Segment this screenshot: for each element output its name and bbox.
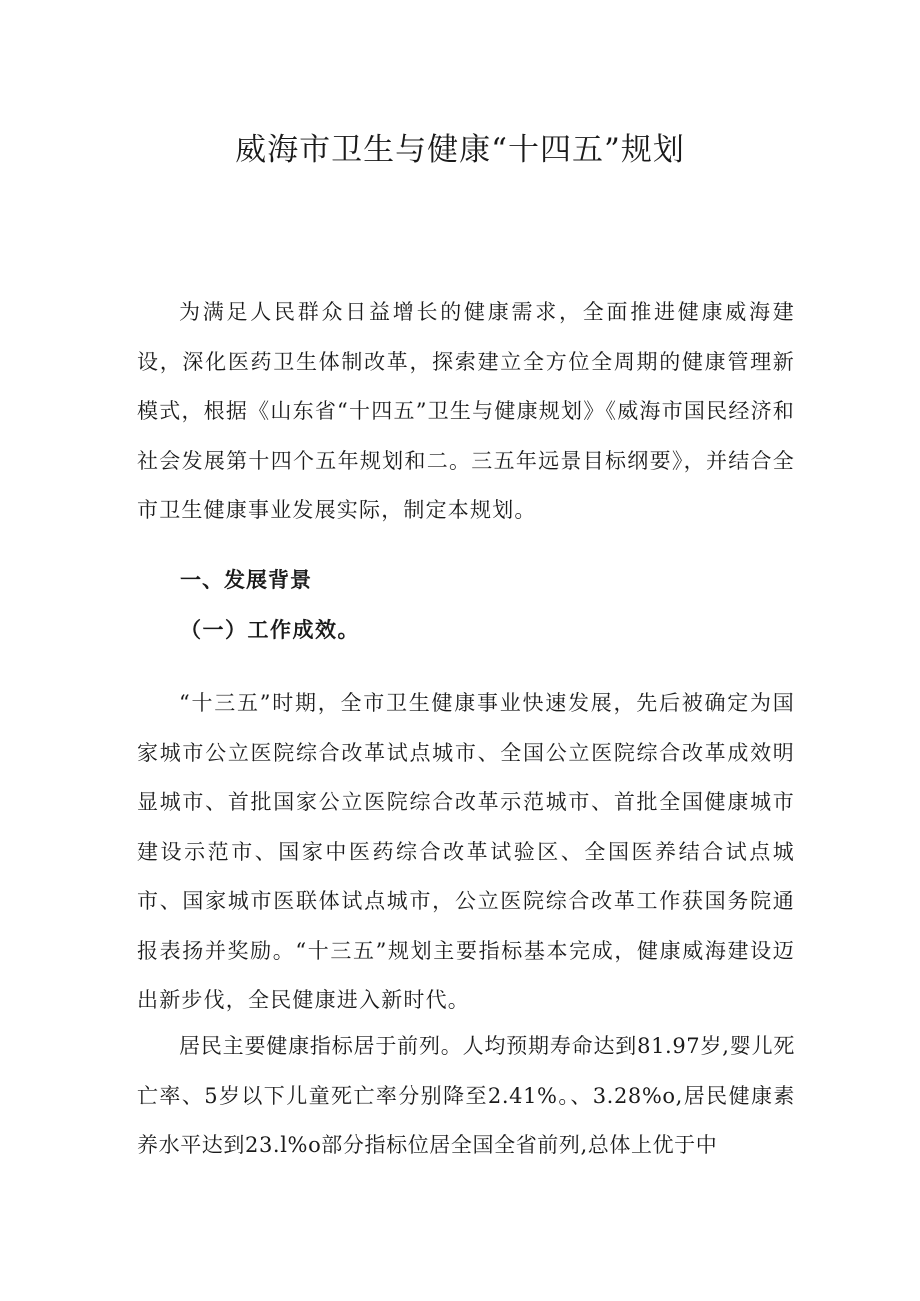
- document-title: 威海市卫生与健康“十四五”规划: [235, 132, 685, 168]
- intro-paragraph: 为满足人民群众日益增长的健康需求，全面推进健康威海建设，深化医药卫生体制改革，探索建立全方位全周期的健康管理新模式，根据《山东省“十四五”卫生与健康规划》《威海市国民经济和社会发展第十四个五年规划和二。三五年远景目标纲要》，并结合全市卫生健康事业发展实际，制定本规划。: [137, 300, 795, 522]
- section-heading-development-background: 一、发展背景: [180, 568, 312, 592]
- body-paragraph-health-indicators: 居民主要健康指标居于前列。人均预期寿命达到81.97岁,婴儿死亡率、5岁以下儿童死亡率分别降至2.41%。、3.28%o,居民健康素养水平达到23.l%o部分指标位居全国全省前列,总体上优于中: [137, 1034, 795, 1157]
- body-paragraph-achievements: “十三五”时期，全市卫生健康事业快速发展，先后被确定为国家城市公立医院综合改革试点城市、全国公立医院综合改革成效明显城市、首批国家公立医院综合改革示范城市、首批全国健康城市建设示范市、国家中医药综合改革试验区、全国医养结合试点城市、国家城市医联体试点城市，公立医院综合改革工作获国务院通报表扬并奖励。“十三五”规划主要指标基本完成，健康威海建设迈出新步伐，全民健康进入新时代。: [137, 691, 795, 1012]
- subsection-heading-work-results: （一）工作成效。: [180, 617, 360, 642]
